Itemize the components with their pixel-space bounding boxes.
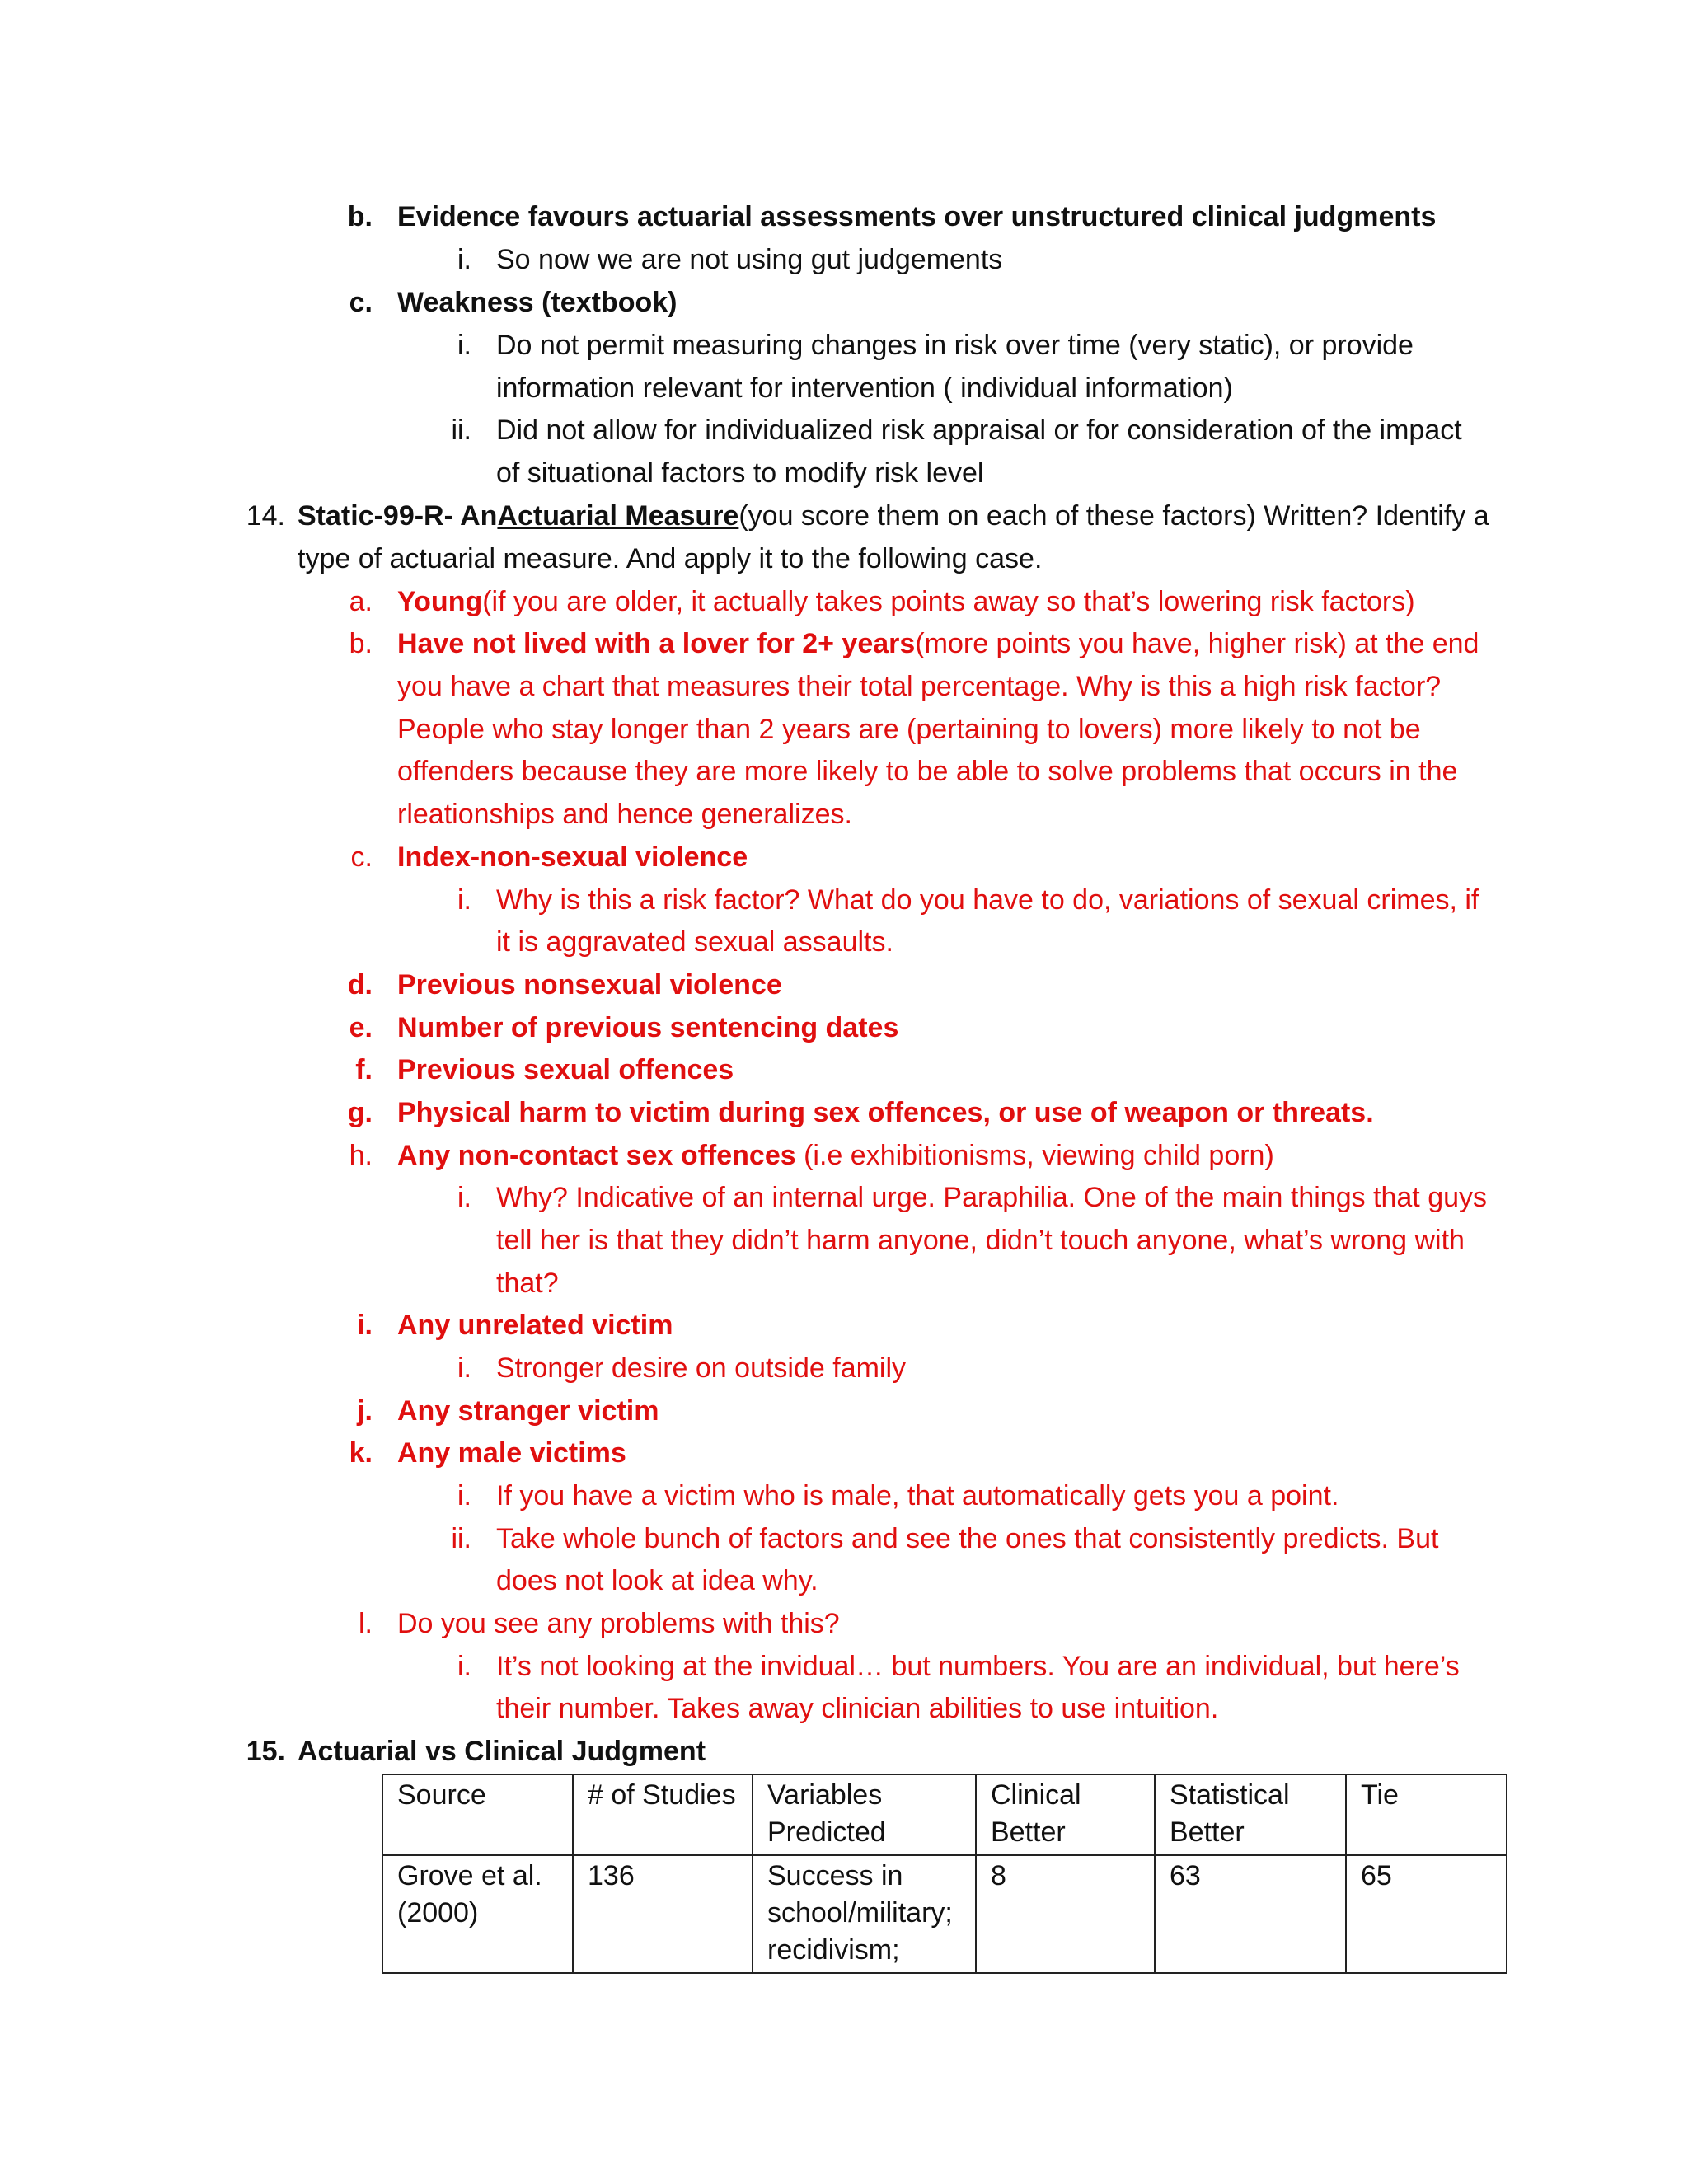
item-heading: Evidence favours actuarial assessments over unstructured clinical judgments xyxy=(397,201,1437,232)
risk-factor-note: If you have a victim who is male, that automatically gets you a point. xyxy=(496,1480,1339,1511)
risk-factor-note: does not look at idea why. xyxy=(496,1565,818,1596)
list-marker: i. xyxy=(457,330,471,361)
item-text: So now we are not using gut judgements xyxy=(496,244,1003,275)
table-header: # of Studies xyxy=(573,1774,753,1855)
table-cell: 63 xyxy=(1155,1855,1346,1973)
risk-factor-note: rleationships and hence generalizes. xyxy=(397,799,852,830)
section-title-underlined: Actuarial Measure xyxy=(497,500,739,532)
table-cell: 65 xyxy=(1346,1855,1507,1973)
list-marker: d. xyxy=(347,969,373,1001)
table-cell: 8 xyxy=(976,1855,1155,1973)
risk-factor-note: that? xyxy=(496,1268,559,1299)
list-marker: k. xyxy=(349,1437,373,1469)
list-marker: f. xyxy=(355,1054,373,1085)
risk-factor-lover xyxy=(397,622,1479,665)
answer-text: their number. Takes away clinician abilities to use intuition. xyxy=(496,1693,1219,1724)
table-header: Source xyxy=(382,1774,573,1855)
list-marker: c. xyxy=(350,841,373,873)
item-heading: Weakness (textbook) xyxy=(397,287,678,318)
risk-factor-young xyxy=(397,580,1415,623)
risk-factor-label: Previous sexual offences xyxy=(397,1054,734,1085)
table-header: Clinical Better xyxy=(976,1774,1155,1855)
risk-factor-note: Why is this a risk factor? What do you have to do, variations of sexual crimes, if xyxy=(496,884,1479,916)
table-cell: Success in school/military; recidivism; xyxy=(753,1855,976,1973)
section-number: 15. xyxy=(246,1736,285,1767)
section-number: 14. xyxy=(246,500,285,532)
section-title: Static-99-R- An xyxy=(298,500,498,532)
list-marker: i. xyxy=(457,1480,471,1511)
risk-factor-note: Why? Indicative of an internal urge. Paraphilia. One of the main things that guys xyxy=(496,1182,1488,1213)
section-title: Actuarial vs Clinical Judgment xyxy=(298,1736,706,1767)
risk-factor-label: Any stranger victim xyxy=(397,1395,659,1427)
list-marker: i. xyxy=(457,1352,471,1384)
list-marker: i. xyxy=(457,1651,471,1682)
risk-factor-label: Any non-contact sex offences xyxy=(397,1140,796,1171)
risk-factor-label: Previous nonsexual violence xyxy=(397,969,782,1001)
list-marker: i. xyxy=(457,244,471,275)
item-text: of situational factors to modify risk level xyxy=(496,457,984,489)
item-text: Did not allow for individualized risk appraisal or for consideration of the impact xyxy=(496,415,1462,446)
list-marker: l. xyxy=(359,1608,373,1639)
table-cell: 136 xyxy=(573,1855,753,1973)
table-header: Tie xyxy=(1346,1774,1507,1855)
list-marker: e. xyxy=(349,1012,373,1043)
list-marker: b. xyxy=(347,201,373,232)
item-text: information relevant for intervention ( individual information) xyxy=(496,373,1233,404)
question-text: Do you see any problems with this? xyxy=(397,1608,840,1639)
list-marker: g. xyxy=(347,1097,373,1128)
list-marker: b. xyxy=(349,628,373,659)
table-row xyxy=(382,1855,1507,1973)
risk-factor-label: Have not lived with a lover for 2+ years xyxy=(397,628,916,659)
risk-factor-noncontact xyxy=(397,1134,1274,1177)
risk-factor-label: Any male victims xyxy=(397,1437,626,1469)
risk-factor-note: Take whole bunch of factors and see the ones that consistently predicts. But xyxy=(496,1523,1439,1554)
risk-factor-label: Physical harm to victim during sex offences, or use of weapon or threats. xyxy=(397,1097,1374,1128)
risk-factor-note: Stronger desire on outside family xyxy=(496,1352,907,1384)
risk-factor-note: (if you are older, it actually takes points away so that’s lowering risk factors) xyxy=(482,586,1415,617)
risk-factor-note: (i.e exhibitionisms, viewing child porn) xyxy=(795,1140,1274,1171)
section-14-heading xyxy=(298,494,1489,537)
risk-factor-note: (more points you have, higher risk) at the end xyxy=(915,628,1479,659)
list-marker: a. xyxy=(349,586,373,617)
risk-factor-note: tell her is that they didn’t harm anyone, didn’t touch anyone, what’s wrong with xyxy=(496,1225,1465,1256)
risk-factor-label: Index-non-sexual violence xyxy=(397,841,748,873)
risk-factor-note: People who stay longer than 2 years are (pertaining to lovers) more likely to not be xyxy=(397,714,1421,745)
list-marker: ii. xyxy=(451,415,471,446)
risk-factor-label: Young xyxy=(397,586,483,617)
answer-text: It’s not looking at the invidual… but numbers. You are an individual, but here’s xyxy=(496,1651,1460,1682)
risk-factor-note: offenders because they are more likely to be able to solve problems that occurs in the xyxy=(397,756,1458,787)
section-text: type of actuarial measure. And apply it to the following case. xyxy=(298,543,1043,574)
risk-factor-label: Any unrelated victim xyxy=(397,1310,673,1341)
risk-factor-note: it is aggravated sexual assaults. xyxy=(496,926,893,958)
table-header-row xyxy=(382,1774,1507,1855)
risk-factor-label: Number of previous sentencing dates xyxy=(397,1012,899,1043)
item-text: Do not permit measuring changes in risk over time (very static), or provide xyxy=(496,330,1414,361)
table-header: Variables Predicted xyxy=(753,1774,976,1855)
list-marker: i. xyxy=(457,884,471,916)
section-title-rest: (you score them on each of these factors) Written? Identify a xyxy=(738,500,1489,532)
table-header: Statistical Better xyxy=(1155,1774,1346,1855)
list-marker: h. xyxy=(349,1140,373,1171)
list-marker: i. xyxy=(457,1182,471,1213)
list-marker: j. xyxy=(357,1395,373,1427)
list-marker: i. xyxy=(357,1310,373,1341)
comparison-table xyxy=(382,1774,1507,1974)
table-cell: Grove et al. (2000) xyxy=(382,1855,573,1973)
list-marker: ii. xyxy=(451,1523,471,1554)
risk-factor-note: you have a chart that measures their total percentage. Why is this a high risk factor? xyxy=(397,671,1442,702)
list-marker: c. xyxy=(349,287,373,318)
